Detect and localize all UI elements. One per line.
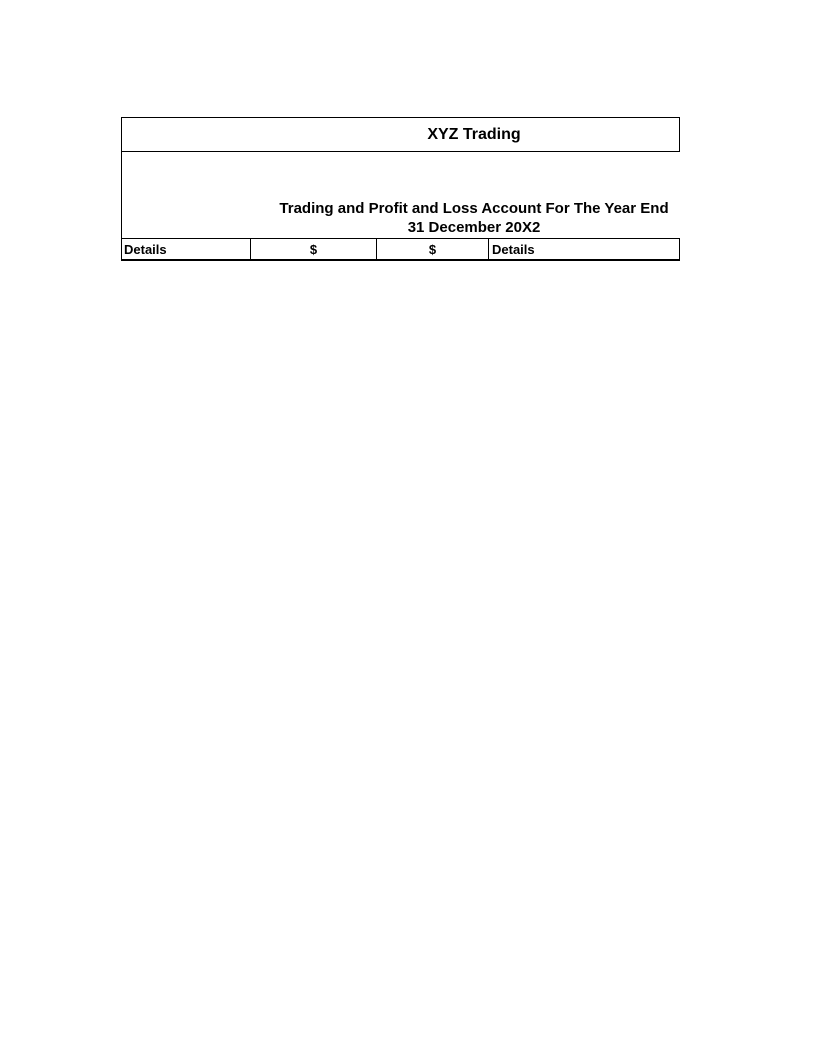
header-amount-1: $ xyxy=(251,239,377,259)
subtitle-line-2: 31 December 20X2 xyxy=(407,219,541,236)
header-details-right: Details xyxy=(492,241,535,257)
page-title: XYZ Trading xyxy=(427,125,521,143)
table-header-row xyxy=(122,239,679,260)
subtitle-line-1: Trading and Profit and Loss Account For The Year End xyxy=(279,200,669,217)
header-details-left: Details xyxy=(122,239,251,259)
subtitle-band xyxy=(121,152,680,238)
account-table xyxy=(121,238,680,261)
account-subtitle xyxy=(122,199,817,237)
header-amount-2: $ xyxy=(377,239,489,259)
title-box xyxy=(121,117,680,152)
account-document xyxy=(121,117,680,261)
